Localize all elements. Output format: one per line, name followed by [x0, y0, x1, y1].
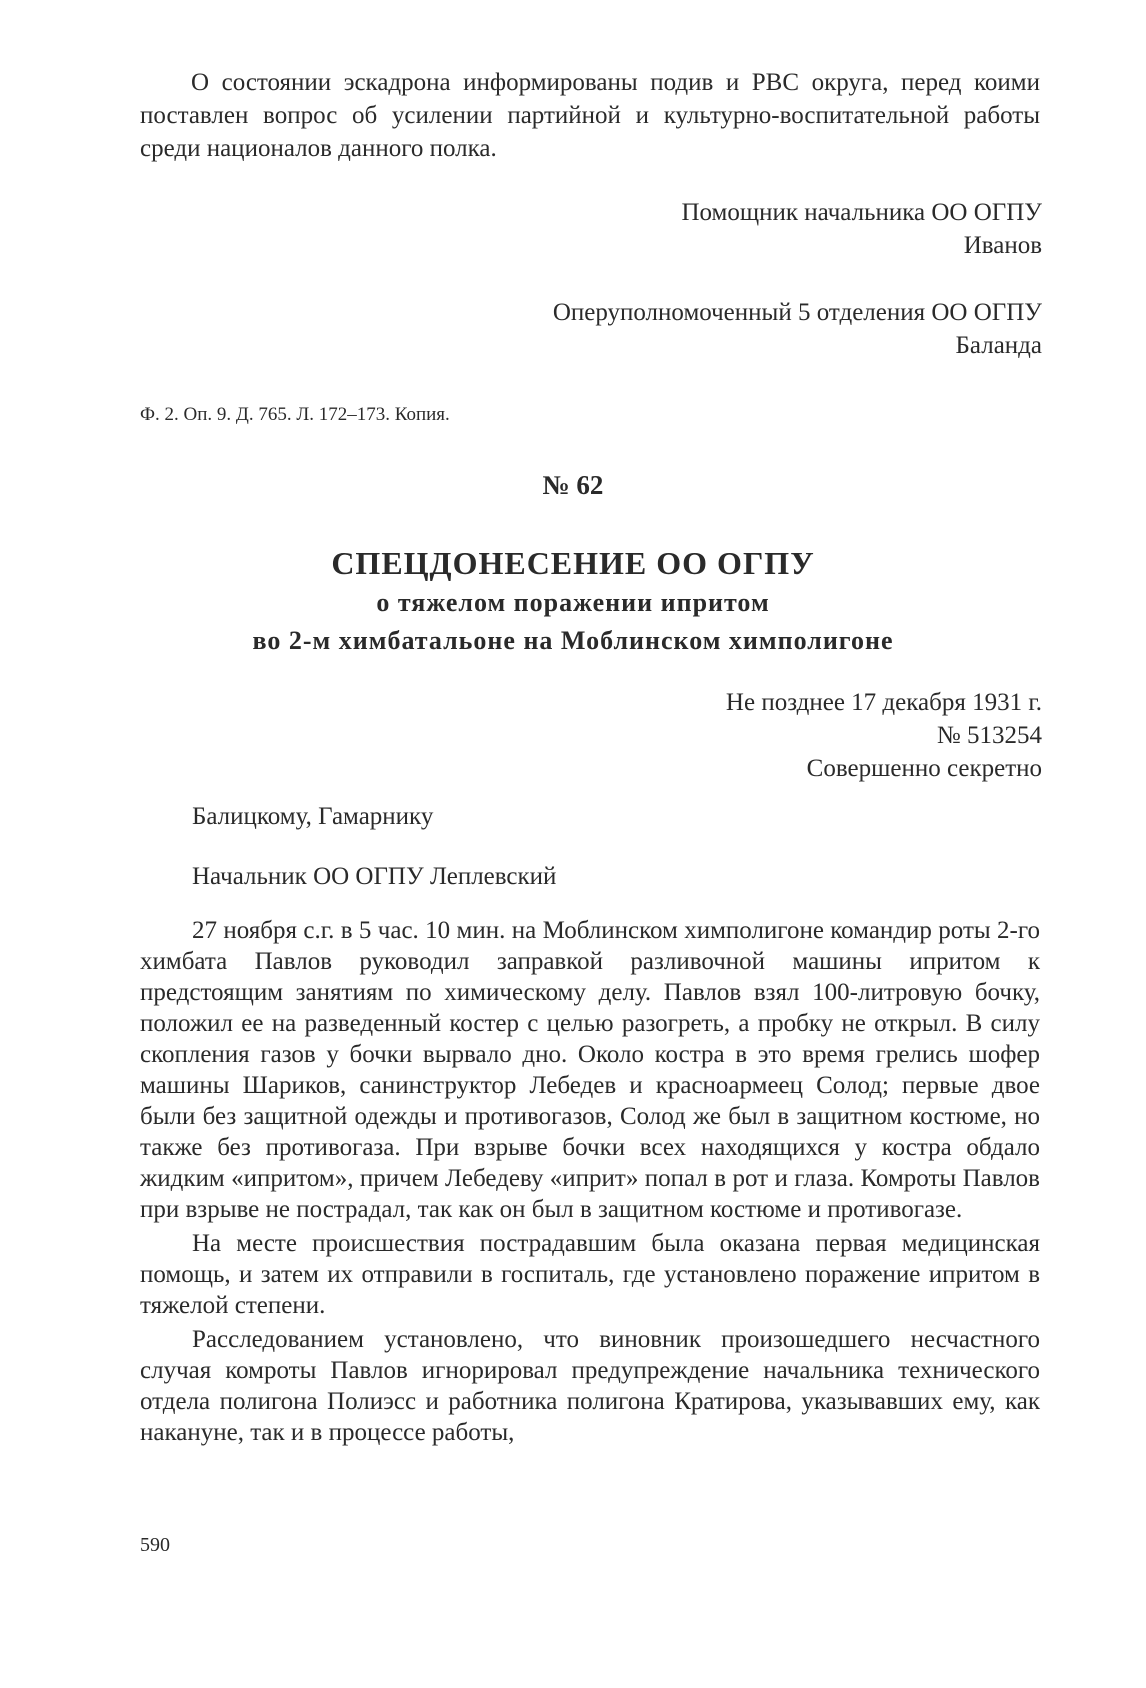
signature-title: Помощник начальника ОО ОГПУ: [681, 199, 1042, 226]
signature-block-ivanov: [342, 196, 1042, 262]
document-date: Не позднее 17 декабря 1931 г.: [725, 689, 1042, 716]
page-number: 590: [140, 1534, 170, 1556]
document-subtitle-line2: во 2-м химбатальоне на Моблинском химполигоне: [252, 626, 894, 655]
archive-reference: Ф. 2. Оп. 9. Д. 765. Л. 172–173. Копия.: [140, 404, 450, 425]
body-paragraph: 27 ноября с.г. в 5 час. 10 мин. на Моблинском химполигоне командир роты 2-го химбата Павлов руководил заправкой разливочной машины ипритом к предстоящим занятиям по химическому делу. Павлов взял 100-литровую бочку, положил ее на разведенный костер с целью разогреть, а пробку не открыл. В силу скопления газов у бочки вырвало дно. Около костра в это время грелись шофер машины Шариков, санинструктор Лебедев и красноармеец Солод; первые двое были без защитной одежды и противогазов, Солод же был в защитном костюме, но также без противогаза. При взрыве бочки всех находящихся у костра обдало жидким «ипритом», причем Лебедеву «иприт» попал в рот и глаза. Комроты Павлов при взрыве не пострадал, так как он был в защитном костюме и противогазе.: [140, 917, 1040, 1223]
document-number: № 62: [542, 470, 604, 500]
body-paragraph: На месте происшествия пострадавшим была оказана первая медицинская помощь, и затем их отправили в госпиталь, где установлено поражение ипритом в тяжелой степени.: [140, 1230, 1040, 1319]
document-meta: [442, 686, 1042, 785]
addressee: Балицкому, Гамарнику: [192, 803, 434, 830]
body-text: [140, 915, 1040, 1451]
document-title: СПЕЦДОНЕСЕНИЕ ОО ОГПУ: [331, 545, 815, 581]
document-reg-number: № 513254: [936, 722, 1042, 749]
signature-name: Баланда: [955, 332, 1042, 359]
sender: Начальник ОО ОГПУ Леплевский: [192, 863, 557, 890]
signature-name: Иванов: [963, 232, 1042, 259]
document-subtitle-line1: о тяжелом поражении ипритом: [376, 588, 770, 617]
signature-block-balanda: [342, 296, 1042, 362]
intro-paragraph: О состоянии эскадрона информированы подив и РВС округа, перед коими поставлен вопрос об усилении партийной и культурно-воспитательной работы среди националов данного полка.: [140, 69, 1040, 162]
body-paragraph: Расследованием установлено, что виновник произошедшего несчастного случая комроты Павлов игнорировал предупреждение начальника технического отдела полигона Полиэсс и работника полигона Кратирова, указывавших ему, как накануне, так и в процессе работы,: [140, 1326, 1040, 1446]
document-classification: Совершенно секретно: [806, 755, 1042, 782]
signature-title: Оперуполномоченный 5 отделения ОО ОГПУ: [552, 299, 1042, 326]
